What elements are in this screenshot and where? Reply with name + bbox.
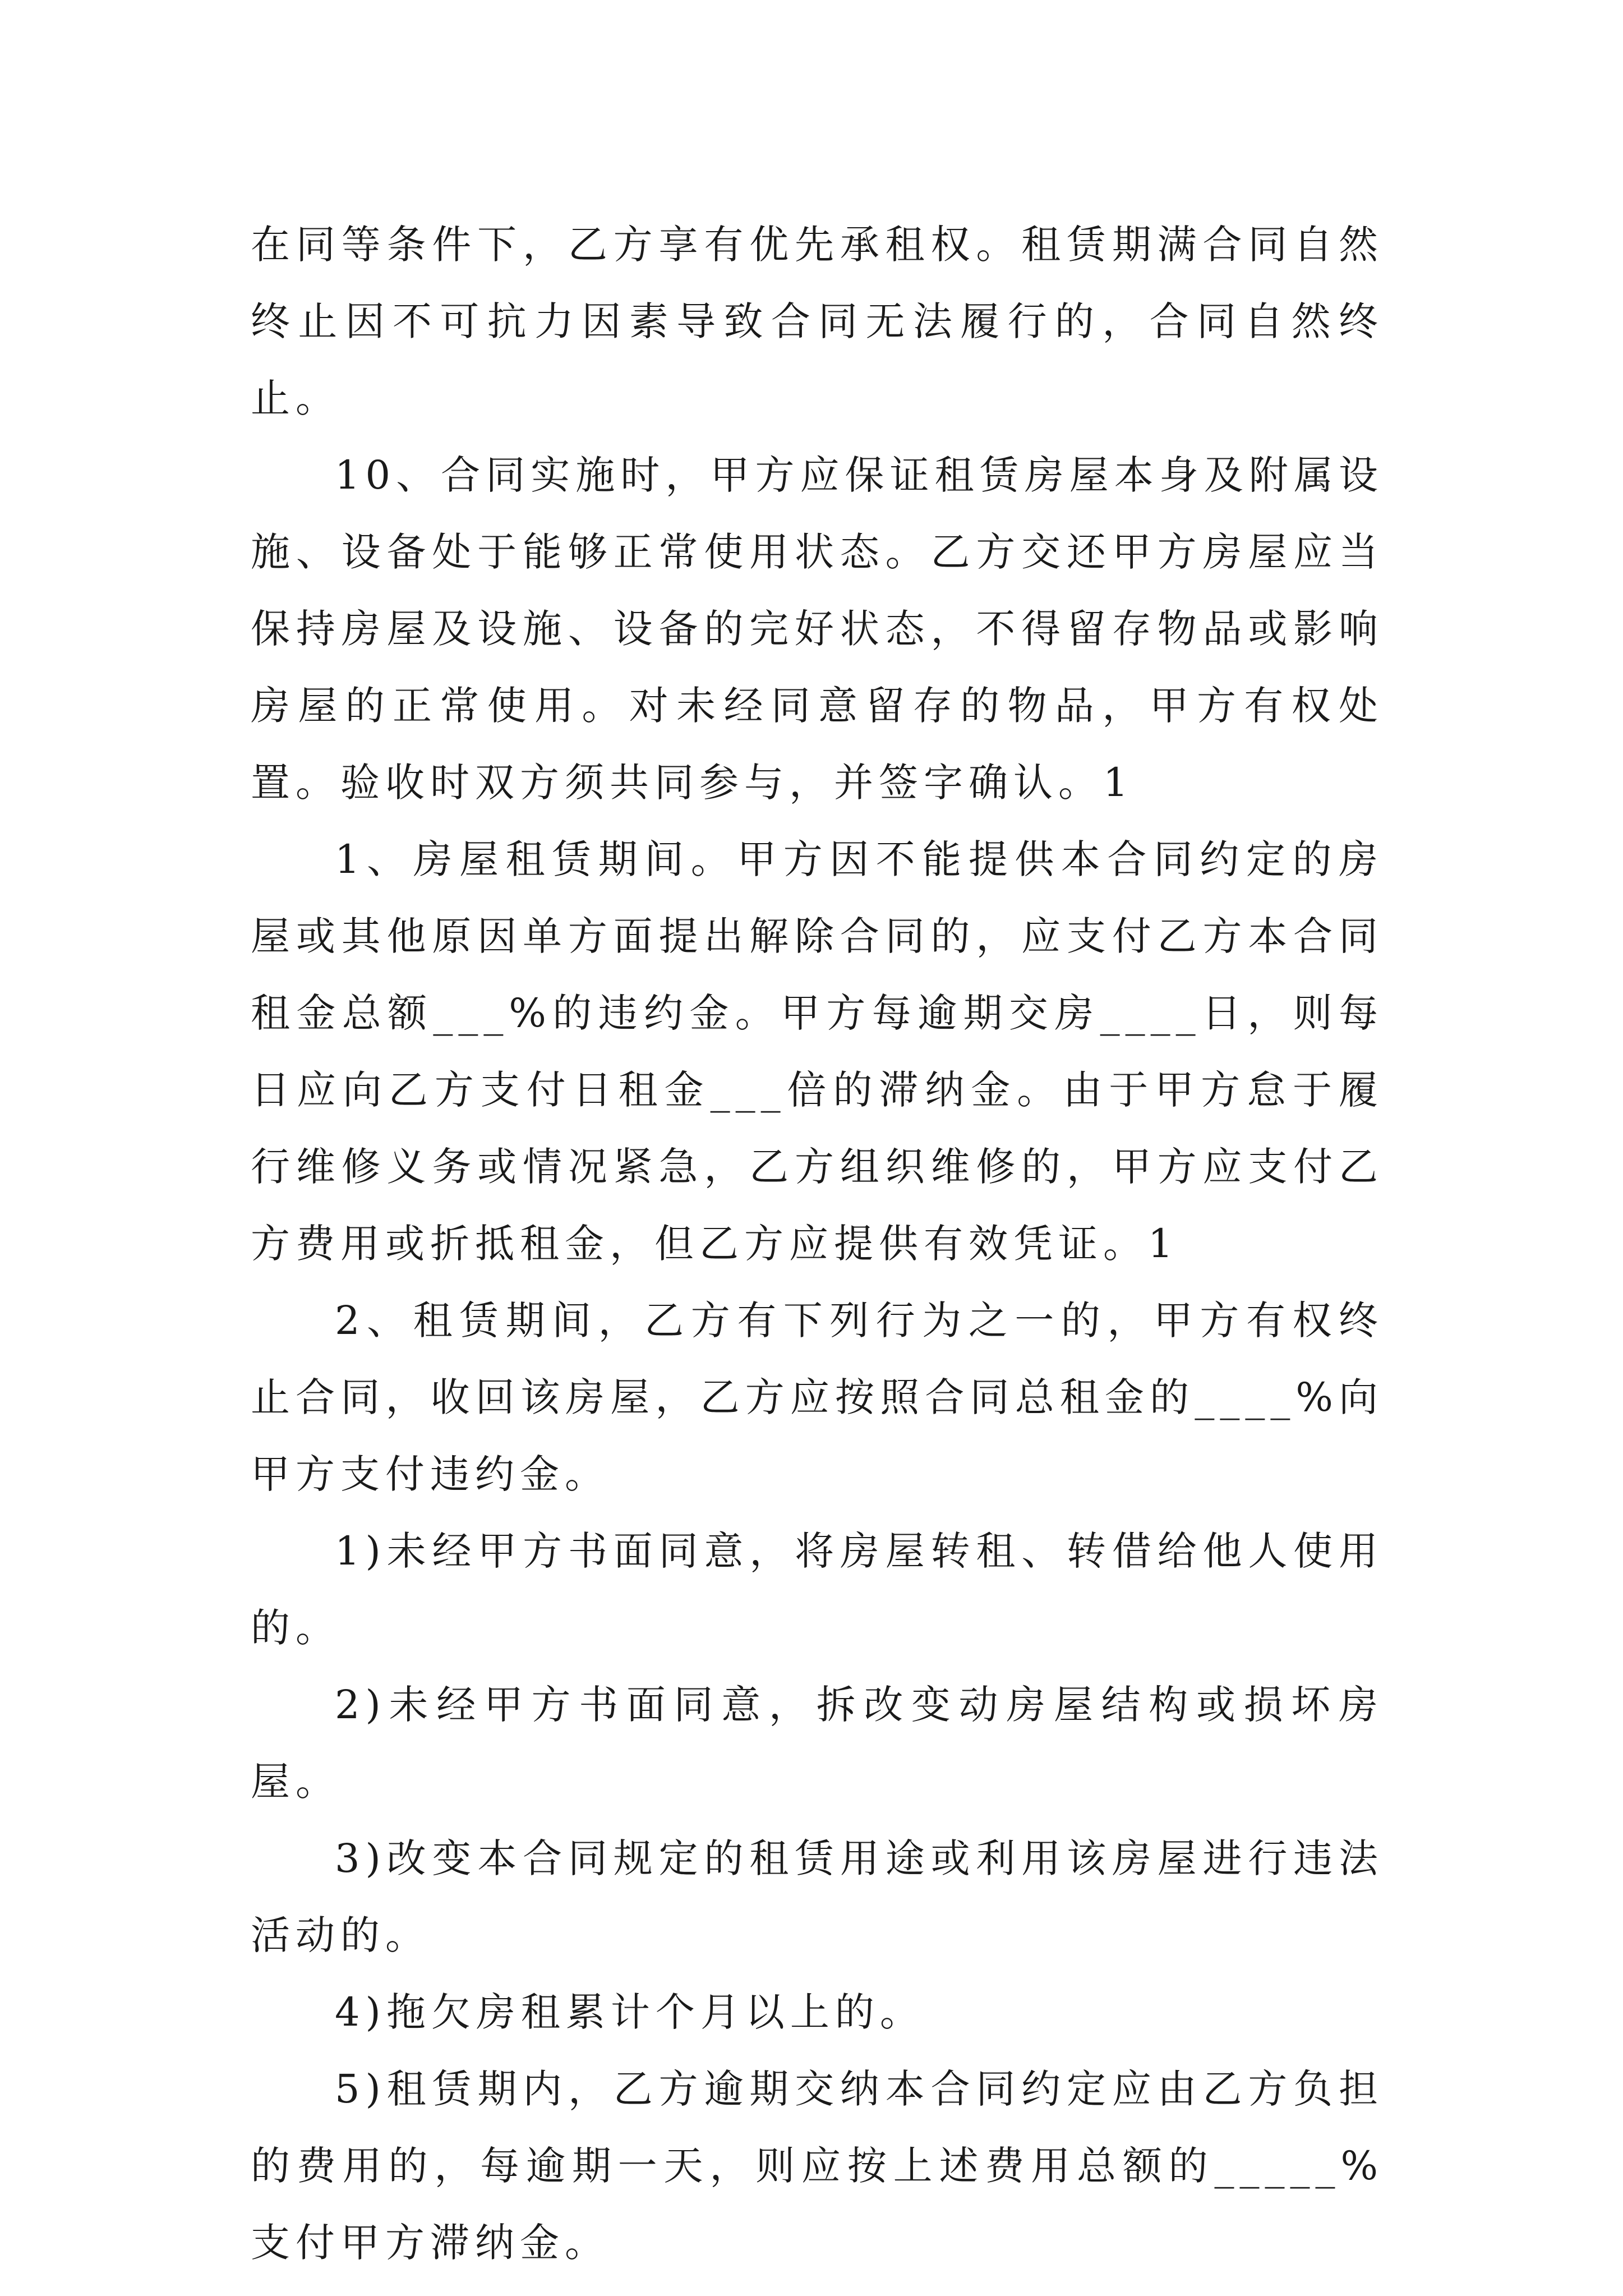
list-item-5: 5)租赁期内，乙方逾期交纳本合同约定应由乙方负担的费用的，每逾期一天，则应按上述费用总额的_____%支付甲方滞纳金。 xyxy=(251,2066,1384,2266)
list-item-2: 2)未经甲方书面同意，拆改变动房屋结构或损坏房屋。 xyxy=(251,1682,1384,1805)
list-item-4: 4)拖欠房租累计个月以上的。 xyxy=(335,1989,925,2035)
paragraph-continuation: 在同等条件下，乙方享有优先承租权。租赁期满合同自然终止因不可抗力因素导致合同无法履行的，合同自然终止。 xyxy=(251,222,1384,421)
paragraph-clause-10: 10、合同实施时，甲方应保证租赁房屋本身及附属设施、设备处于能够正常使用状态。乙方交还甲方房屋应当保持房屋及设施、设备的完好状态，不得留存物品或影响房屋的正常使用。对未经同意留存的物品，甲方有权处置。验收时双方须共同参与，并签字确认。1 xyxy=(251,452,1384,806)
list-item-1: 1)未经甲方书面同意，将房屋转租、转借给他人使用的。 xyxy=(251,1528,1384,1651)
document-body xyxy=(251,206,1384,2281)
list-item-3: 3)改变本合同规定的租赁用途或利用该房屋进行违法活动的。 xyxy=(251,1835,1384,1958)
paragraph-clause-11: 1、房屋租赁期间。甲方因不能提供本合同约定的房屋或其他原因单方面提出解除合同的，应支付乙方本合同租金总额___%的违约金。甲方每逾期交房____日，则每日应向乙方支付日租金___倍的滞纳金。由于甲方怠于履行维修义务或情况紧急，乙方组织维修的，甲方应支付乙方费用或折抵租金，但乙方应提供有效凭证。1 xyxy=(251,836,1384,1267)
paragraph-clause-12: 2、租赁期间，乙方有下列行为之一的，甲方有权终止合同，收回该房屋，乙方应按照合同总租金的____%向甲方支付违约金。 xyxy=(251,1297,1384,1497)
